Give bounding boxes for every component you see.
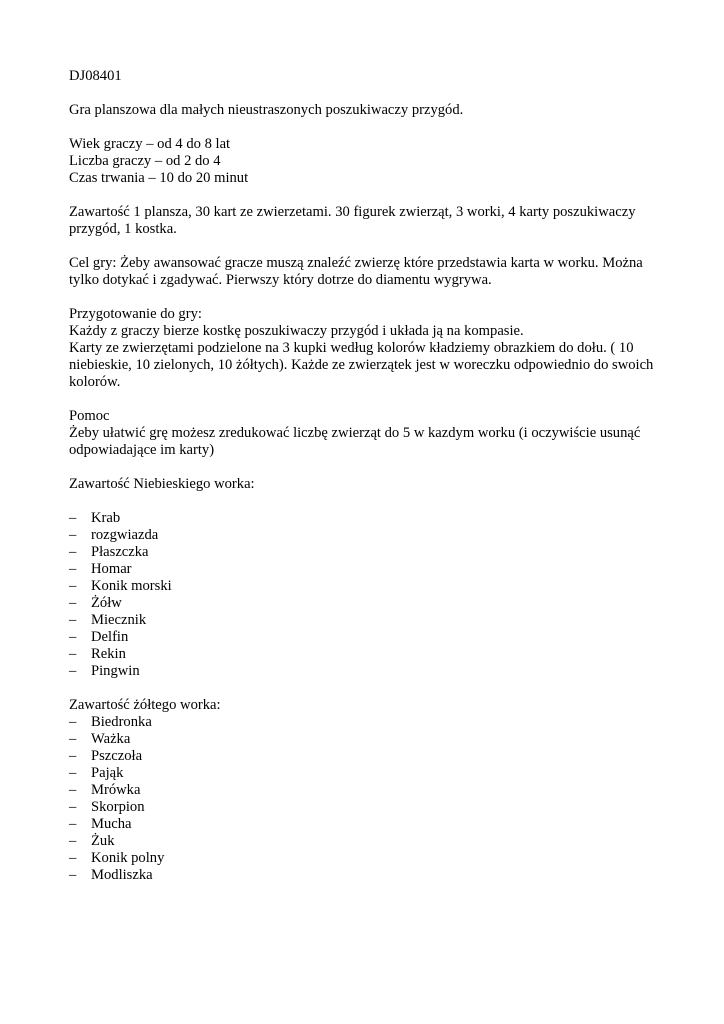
list-item-label: Mrówka — [91, 782, 141, 798]
help-text: Żeby ułatwić grę możesz zredukować liczbę zwierząt do 5 w kazdym worku (i oczywiście usunąć odpowiadające im karty) — [69, 425, 641, 458]
bullet-dash: – — [69, 765, 77, 781]
list-item — [69, 714, 669, 731]
list-item-label: Biedronka — [91, 714, 152, 730]
bullet-dash: – — [69, 629, 77, 645]
bullet-dash: – — [69, 782, 77, 798]
list-item — [69, 850, 669, 867]
bullet-dash: – — [69, 595, 77, 611]
contents-text: Zawartość 1 plansza, 30 kart ze zwierzetami. 30 figurek zwierząt, 3 worki, 4 karty poszukiwaczy przygód, 1 kostka. — [69, 204, 636, 237]
bullet-dash: – — [69, 527, 77, 543]
list-item — [69, 867, 669, 884]
setup-section — [69, 306, 669, 391]
bullet-dash: – — [69, 833, 77, 849]
bullet-dash: – — [69, 510, 77, 526]
list-item-label: Żuk — [91, 833, 115, 849]
list-item — [69, 612, 669, 629]
list-item — [69, 578, 669, 595]
list-item — [69, 748, 669, 765]
list-item — [69, 833, 669, 850]
yellow-bag-list — [69, 714, 669, 884]
list-item-label: Pszczoła — [91, 748, 143, 764]
bullet-dash: – — [69, 867, 77, 883]
bullet-dash: – — [69, 663, 77, 679]
list-item — [69, 561, 669, 578]
list-item-label: Płaszczka — [91, 544, 149, 560]
list-item — [69, 646, 669, 663]
list-item-label: Homar — [91, 561, 132, 577]
setup-heading: Przygotowanie do gry: — [69, 306, 202, 322]
bullet-dash: – — [69, 612, 77, 628]
list-item-label: Skorpion — [91, 799, 145, 815]
list-item-label: Rekin — [91, 646, 126, 662]
list-item-label: Delfin — [91, 629, 129, 645]
bullet-dash: – — [69, 646, 77, 662]
intro-text: Gra planszowa dla małych nieustraszonych poszukiwaczy przygód. — [69, 102, 464, 118]
blue-bag-list — [69, 510, 669, 680]
list-item-label: Krab — [91, 510, 121, 526]
bullet-dash: – — [69, 544, 77, 560]
document-id: DJ08401 — [69, 68, 122, 84]
help-heading: Pomoc — [69, 408, 110, 424]
list-item — [69, 510, 669, 527]
bullet-dash: – — [69, 714, 77, 730]
list-item — [69, 731, 669, 748]
list-item-label: Ważka — [91, 731, 131, 747]
list-item-label: Mucha — [91, 816, 132, 832]
blue-bag-heading: Zawartość Niebieskiego worka: — [69, 476, 255, 492]
list-item — [69, 782, 669, 799]
list-item — [69, 816, 669, 833]
list-item — [69, 629, 669, 646]
list-item — [69, 663, 669, 680]
list-item-label: Pingwin — [91, 663, 140, 679]
list-item — [69, 527, 669, 544]
info-duration: Czas trwania – 10 do 20 minut — [69, 170, 249, 186]
info-age: Wiek graczy – od 4 do 8 lat — [69, 136, 231, 152]
list-item-label: Modliszka — [91, 867, 153, 883]
info-players: Liczba graczy – od 2 do 4 — [69, 153, 221, 169]
bullet-dash: – — [69, 748, 77, 764]
list-item-label: rozgwiazda — [91, 527, 159, 543]
list-item-label: Konik morski — [91, 578, 172, 594]
bullet-dash: – — [69, 578, 77, 594]
bullet-dash: – — [69, 850, 77, 866]
bullet-dash: – — [69, 731, 77, 747]
list-item — [69, 799, 669, 816]
bullet-dash: – — [69, 561, 77, 577]
yellow-bag-heading: Zawartość żółtego worka: — [69, 697, 221, 713]
list-item-label: Pająk — [91, 765, 124, 781]
list-item — [69, 765, 669, 782]
document-page — [69, 68, 669, 884]
setup-line-2: Karty ze zwierzętami podzielone na 3 kupki według kolorów kładziemy obrazkiem do dołu. ( 10 niebieskie, 10 zielonych, 10 żółtych). Każde ze zwierzątek jest w woreczku odpowiednio do swoich kolorów. — [69, 340, 654, 390]
game-info — [69, 136, 669, 187]
setup-line-1: Każdy z graczy bierze kostkę poszukiwaczy przygód i układa ją na kompasie. — [69, 323, 524, 339]
goal-text: Cel gry: Żeby awansować gracze muszą znaleźć zwierzę które przedstawia karta w worku. Można tylko dotykać i zgadywać. Pierwszy który dotrze do diamentu wygrywa. — [69, 255, 643, 288]
list-item — [69, 595, 669, 612]
list-item-label: Miecznik — [91, 612, 147, 628]
list-item — [69, 544, 669, 561]
bullet-dash: – — [69, 816, 77, 832]
list-item-label: Żółw — [91, 595, 122, 611]
help-section — [69, 408, 669, 459]
list-item-label: Konik polny — [91, 850, 165, 866]
bullet-dash: – — [69, 799, 77, 815]
